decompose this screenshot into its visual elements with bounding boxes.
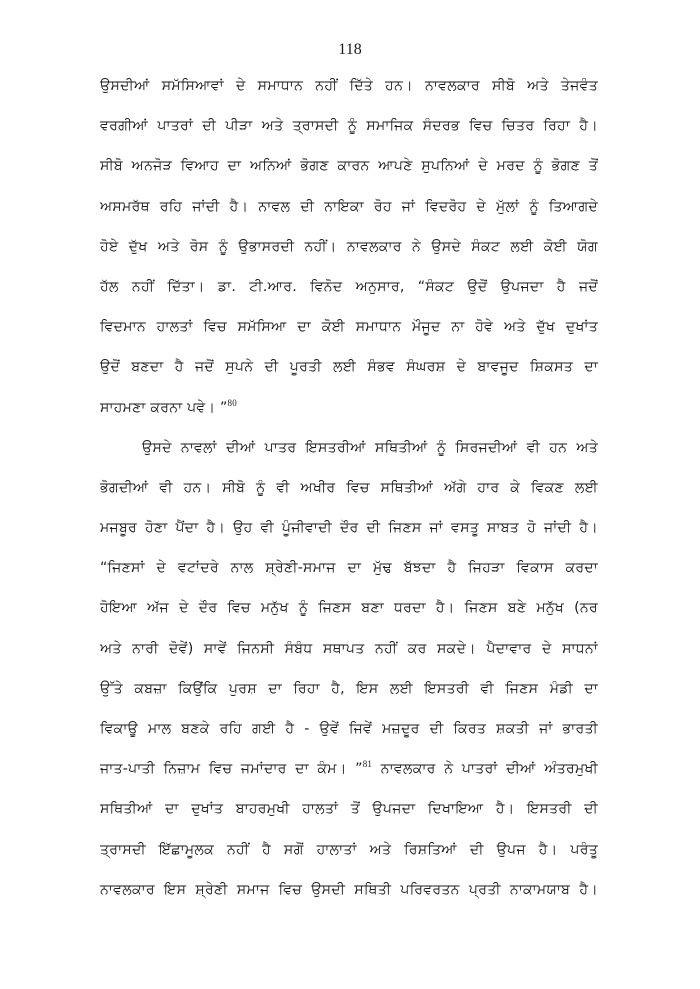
text-line: ਉਦੋਂ ਬਣਦਾ ਹੈ ਜਦੋਂ ਸੁਪਨੇ ਦੀ ਪੂਰਤੀ ਲਈ ਸੰਭਵ ਸੰਘਰਸ਼ ਦੇ ਬਾਵਜੂਦ ਸ਼ਿਕਸਤ ਦਾ	[100, 359, 598, 376]
line-text: ਜਾਤ-ਪਾਤੀ ਨਿਜ਼ਾਮ ਵਿਚ ਜਮਾਂਦਾਰ ਦਾ ਕੰਮ। ”	[100, 761, 363, 778]
text-line	[100, 749, 598, 789]
page-number: 118	[338, 41, 362, 58]
text-line: ਉਸਦੇ ਨਾਵਲਾਂ ਦੀਆਂ ਪਾਤਰ ਇਸਤਰੀਆਂ ਸਥਿਤੀਆਂ ਨੂੰ ਸਿਰਜਦੀਆਂ ਵੀ ਹਨ ਅਤੇ	[142, 439, 598, 456]
text-line: “ਜਿਣਸਾਂ ਦੇ ਵਟਾਂਦਰੇ ਨਾਲ ਸ਼੍ਰੇਣੀ-ਸਮਾਜ ਦਾ ਮੁੱਢ ਬੱਝਦਾ ਹੈ ਜਿਹੜਾ ਵਿਕਾਸ ਕਰਦਾ	[100, 560, 598, 577]
text-line: ਅਸਮਰੱਥ ਰਹਿ ਜਾਂਦੀ ਹੈ। ਨਾਵਲ ਦੀ ਨਾਇਕਾ ਰੋਹ ਜਾਂ ਵਿਦਰੋਹ ਦੇ ਮੁੱਲਾਂ ਨੂੰ ਤਿਆਗਦੇ	[100, 198, 598, 215]
text-line: ਉਸਦੀਆਂ ਸਮੱਸਿਆਵਾਂ ਦੇ ਸਮਾਧਾਨ ਨਹੀਂ ਦਿੱਤੇ ਹਨ। ਨਾਵਲਕਾਰ ਸੀਬੋ ਅਤੇ ਤੇਜਵੰਤ	[100, 78, 598, 94]
text-line: ਵਿਕਾਊ ਮਾਲ ਬਣਕੇ ਰਹਿ ਗਈ ਹੈ - ਉਵੇਂ ਜਿਵੇਂ ਮਜ਼ਦੂਰ ਦੀ ਕਿਰਤ ਸ਼ਕਤੀ ਜਾਂ ਭਾਰਤੀ	[100, 721, 598, 737]
body-text	[100, 66, 598, 910]
text-line	[100, 388, 598, 428]
text-line: ਨਾਵਲਕਾਰ ਇਸ ਸ਼੍ਰੇਣੀ ਸਮਾਜ ਵਿਚ ਉਸਦੀ ਸਥਿਤੀ ਪਰਿਵਰਤਨ ਪ੍ਰਤੀ ਨਾਕਾਮਯਾਬ ਹੈ।	[100, 881, 598, 898]
text-line: ਸਥਿਤੀਆਂ ਦਾ ਦੁਖਾਂਤ ਬਾਹਰਮੁਖੀ ਹਾਲਤਾਂ ਤੋਂ ਉਪਜਦਾ ਦਿਖਾਇਆ ਹੈ। ਇਸਤਰੀ ਦੀ	[100, 801, 598, 818]
line-text: ਨਾਵਲਕਾਰ ਨੇ ਪਾਤਰਾਂ ਦੀਆਂ ਅੰਤਰਮੁਖੀ	[372, 761, 598, 778]
line-text: ਸਾਹਮਣਾ ਕਰਨਾ ਪਵੇ। ”	[100, 399, 228, 416]
paragraph-2	[100, 428, 598, 910]
footnote-marker: 81	[362, 759, 373, 770]
text-line: ਹੋਏ ਦੁੱਖ ਅਤੇ ਰੋਸ ਨੂੰ ਉਭਾਸਰਦੀ ਨਹੀਂ। ਨਾਵਲਕਾਰ ਨੇ ਉਸਦੇ ਸੰਕਟ ਲਈ ਕੋਈ ਯੋਗ	[100, 238, 598, 255]
text-line: ਭੋਗਦੀਆਂ ਵੀ ਹਨ। ਸੀਬੋ ਨੂੰ ਵੀ ਅਖੀਰ ਵਿਚ ਸਥਿਤੀਆਂ ਅੱਗੇ ਹਾਰ ਕੇ ਵਿਕਣ ਲਈ	[100, 479, 598, 496]
text-line: ਹੋਇਆ ਅੱਜ ਦੇ ਦੌਰ ਵਿਚ ਮਨੁੱਖ ਨੂੰ ਜਿਣਸ ਬਣਾ ਧਰਦਾ ਹੈ। ਜਿਣਸ ਬਣੇ ਮਨੁੱਖ (ਨਰ	[100, 600, 598, 617]
text-line: ਵਰਗੀਆਂ ਪਾਤਰਾਂ ਦੀ ਪੀੜਾ ਅਤੇ ਤ੍ਰਾਸਦੀ ਨੂੰ ਸਮਾਜਿਕ ਸੰਦਰਭ ਵਿਚ ਚਿਤਰ ਰਿਹਾ ਹੈ।	[100, 118, 598, 135]
text-line: ਸੀਬੋ ਅਨਜੋੜ ਵਿਆਹ ਦਾ ਅਨਿਆਂ ਭੋਗਣ ਕਾਰਨ ਆਪਣੇ ਸੁਪਨਿਆਂ ਦੇ ਮਰਦ ਨੂੰ ਭੋਗਣ ਤੋਂ	[100, 158, 598, 175]
text-line: ਅਤੇ ਨਾਰੀ ਦੋਵੇਂ) ਸਾਵੇਂ ਜਿਨਸੀ ਸੰਬੰਧ ਸਥਾਪਤ ਨਹੀਂ ਕਰ ਸਕਦੇ। ਪੈਦਾਵਾਰ ਦੇ ਸਾਧਨਾਂ	[100, 640, 598, 657]
text-line: ਵਿਦਮਾਨ ਹਾਲਤਾਂ ਵਿਚ ਸਮੱਸਿਆ ਦਾ ਕੋਈ ਸਮਾਧਾਨ ਮੌਜੂਦ ਨਾ ਹੋਵੇ ਅਤੇ ਦੁੱਖ ਦੁਖਾਂਤ	[100, 319, 598, 336]
footnote-marker: 80	[227, 397, 237, 408]
text-line: ਤ੍ਰਾਸਦੀ ਇੱਛਾਮੂਲਕ ਨਹੀਂ ਹੈ ਸਗੋਂ ਹਾਲਾਤਾਂ ਅਤੇ ਰਿਸ਼ਤਿਆਂ ਦੀ ਉਪਜ ਹੈ। ਪਰੰਤੂ	[100, 841, 598, 858]
paragraph-1	[100, 66, 598, 428]
text-line: ਉੱਤੇ ਕਬਜ਼ਾ ਕਿਉਂਕਿ ਪੁਰਸ਼ ਦਾ ਰਿਹਾ ਹੈ, ਇਸ ਲਈ ਇਸਤਰੀ ਵੀ ਜਿਣਸ ਮੰਡੀ ਦਾ	[100, 680, 598, 697]
text-line: ਹੱਲ ਨਹੀਂ ਦਿੱਤਾ। ਡਾ. ਟੀ.ਆਰ. ਵਿਨੋਦ ਅਨੁਸਾਰ, “ਸੰਕਟ ਉਦੋਂ ਉਪਜਦਾ ਹੈ ਜਦੋਂ	[100, 278, 598, 295]
text-line: ਮਜਬੂਰ ਹੋਣਾ ਪੈਂਦਾ ਹੈ। ਉਹ ਵੀ ਪੂੰਜੀਵਾਦੀ ਦੌਰ ਦੀ ਜਿਣਸ ਜਾਂ ਵਸਤੂ ਸਾਬਤ ਹੋ ਜਾਂਦੀ ਹੈ।	[100, 520, 598, 537]
